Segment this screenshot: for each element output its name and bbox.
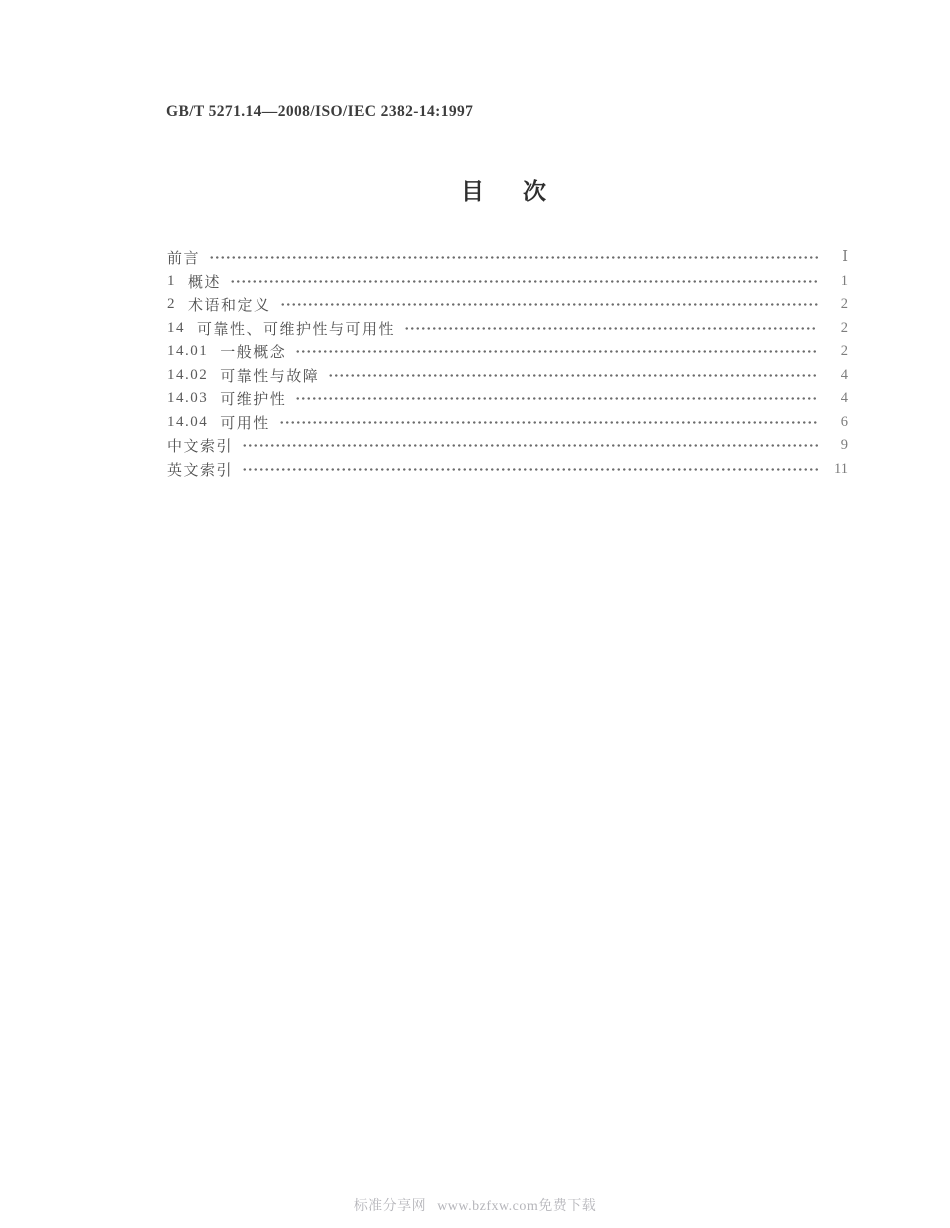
dot-leader (279, 411, 818, 435)
toc-entry-title: 可靠性、可维护性与可用性 (197, 321, 396, 338)
dot-leader (242, 458, 818, 482)
toc-entry-title: 可靠性与故障 (220, 368, 320, 385)
dot-leader (295, 387, 818, 411)
toc-entry (167, 317, 848, 341)
dot-leader (328, 364, 818, 388)
standard-number-header: GB/T 5271.14—2008/ISO/IEC 2382-14:1997 (166, 103, 474, 120)
watermark-site-name: 标准分享网 (353, 1199, 427, 1214)
dot-leader (404, 317, 818, 341)
toc-entry (167, 411, 848, 435)
toc-entry-page: 4 (840, 390, 848, 407)
toc-entry-title: 概述 (188, 274, 222, 291)
toc-entry-title: 可维护性 (220, 392, 287, 409)
toc-entry-page: 9 (840, 437, 848, 454)
toc-entry-number: 14.02 (167, 366, 209, 383)
dot-leader (242, 434, 818, 458)
toc-entry-page: 11 (834, 460, 848, 477)
watermark-download-text: www.bzfxw.com免费下载 (437, 1199, 597, 1214)
toc-entry-page: 4 (840, 366, 848, 383)
toc-list (167, 246, 848, 481)
toc-entry (167, 293, 848, 317)
dot-leader (209, 246, 818, 270)
toc-entry-title: 术语和定义 (188, 298, 271, 315)
toc-entry (167, 458, 848, 482)
toc-entry-page: Ⅰ (842, 249, 848, 266)
dot-leader (230, 270, 818, 294)
toc-entry-title: 前言 (167, 251, 201, 268)
toc-entry (167, 387, 848, 411)
toc-entry (167, 340, 848, 364)
toc-entry-number: 1 (167, 272, 176, 289)
dot-leader (295, 340, 818, 364)
toc-entry (167, 270, 848, 294)
toc-entry-page: 2 (840, 343, 848, 360)
dot-leader (280, 293, 818, 317)
toc-entry (167, 434, 848, 458)
toc-entry-page: 6 (840, 413, 848, 430)
toc-entry-number: 14.04 (167, 413, 209, 430)
toc-entry-title: 英文索引 (167, 462, 234, 479)
toc-entry-title: 可用性 (220, 415, 270, 432)
toc-entry-number: 14.01 (167, 343, 209, 360)
toc-entry-page: 2 (840, 296, 848, 313)
page-title: 目 次 (461, 179, 554, 204)
toc-entry-page: 1 (840, 272, 848, 289)
toc-entry (167, 364, 848, 388)
toc-entry-number: 2 (167, 296, 176, 313)
watermark-footer (0, 1195, 950, 1215)
toc-entry-title: 一般概念 (220, 345, 287, 362)
toc-entry-number: 14.03 (167, 390, 209, 407)
toc-entry-number: 14 (167, 319, 185, 336)
toc-entry-page: 2 (840, 319, 848, 336)
toc-entry (167, 246, 848, 270)
toc-entry-title: 中文索引 (167, 439, 234, 456)
